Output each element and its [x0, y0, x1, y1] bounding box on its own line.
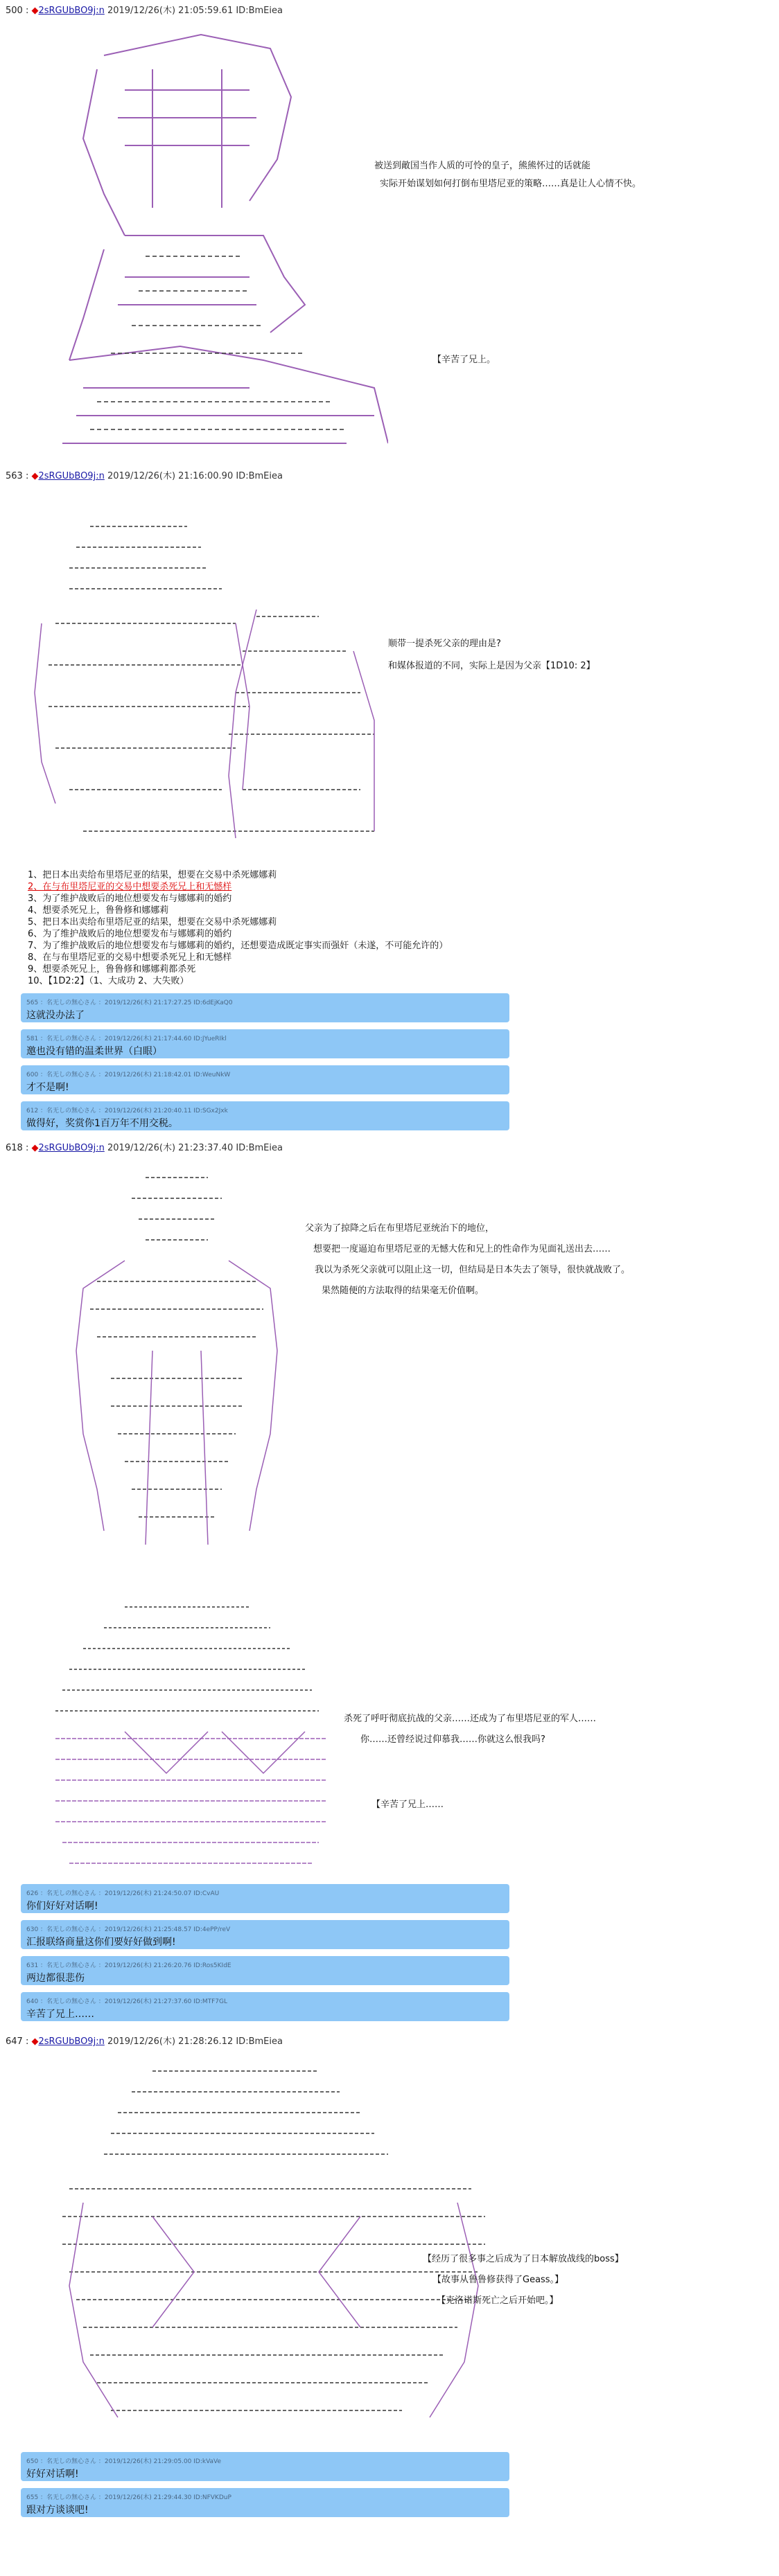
choice-item: 1、把日本出卖给布里塔尼亚的结果，想要在交易中杀死娜娜莉 [28, 870, 277, 880]
choice-item: 9、想要杀死兄上，鲁鲁修和娜娜莉都杀死 [28, 964, 196, 975]
post-header-618: 618 : ◆2sRGUbBO9j:n 2019/12/26(木) 21:23:37.40 ID:BmEiea [6, 1143, 283, 1153]
ascii-art-svg [42, 28, 388, 457]
ascii-art-standing-figure [69, 1171, 291, 1558]
choice-item: 3、为了维护战败后的地位想要发布与娜娜莉的婚约 [28, 894, 232, 904]
reply-box: 581 ：名无しの無心さん ：2019/12/26(木) 21:17:44.60 ID:JYueRIkl 邀也没有错的温柔世界（白眼） [21, 1029, 509, 1058]
choice-item: 4、想要杀死兄上，鲁鲁修和娜娜莉 [28, 905, 169, 916]
reply-box: 612 ：名无しの無心さん ：2019/12/26(木) 21:20:40.11 ID:SGx2Jxk 做得好，奖赏你1百万年不用交税。 [21, 1101, 509, 1130]
choice-item-selected: 2、在与布里塔尼亚的交易中想要杀死兄上和无憾样 [28, 882, 232, 892]
ascii-art-two-figures [28, 513, 388, 859]
post-header-647: 647 : ◆2sRGUbBO9j:n 2019/12/26(木) 21:28:26.12 ID:BmEiea [6, 2036, 283, 2047]
poster-name[interactable]: 2sRGUbBO9j:n [38, 2036, 105, 2047]
trip-diamond-icon: ◆ [31, 6, 39, 16]
post-header-563: 563 : ◆2sRGUbBO9j:n 2019/12/26(木) 21:16:00.90 ID:BmEiea [6, 471, 283, 481]
poster-name[interactable]: 2sRGUbBO9j:n [38, 1143, 105, 1153]
ascii-art-svg [69, 1171, 291, 1558]
poster-name[interactable]: 2sRGUbBO9j:n [38, 6, 105, 16]
poster-name[interactable]: 2sRGUbBO9j:n [38, 471, 105, 481]
reply-box: 640 ：名无しの無心さん ：2019/12/26(木) 21:27:37.60 ID:MTF7GL 辛苦了兄上…… [21, 1992, 509, 2021]
choice-item: 5、把日本出卖给布里塔尼亚的结果，想要在交易中杀死娜娜莉 [28, 917, 277, 927]
choice-item: 6、为了维护战败后的地位想要发布与娜娜莉的婚约 [28, 929, 232, 939]
choice-item: 8、在与布里塔尼亚的交易中想要杀死兄上和无憾样 [28, 952, 232, 963]
reply-box: 631 ：名无しの無心さん ：2019/12/26(木) 21:26:20.76 ID:Ros5KIdE 两边都很悲伤 [21, 1956, 509, 1985]
reply-box: 626 ：名无しの無心さん ：2019/12/26(木) 21:24:50.07 ID:CvAU 你们好好对话啊! [21, 1884, 509, 1913]
trip-diamond-icon: ◆ [31, 471, 39, 481]
ascii-art-two-figures-crowd [42, 1600, 333, 1870]
ascii-art-svg [28, 513, 388, 859]
ascii-art-figure [42, 28, 388, 457]
reply-box: 600 ：名无しの無心さん ：2019/12/26(木) 21:18:42.01 ID:WeuNkW 才不是啊! [21, 1065, 509, 1094]
choice-item: 10、【1D2:2】（1、大成功 2、大失败） [28, 976, 189, 986]
post-header-500: 500 : ◆2sRGUbBO9j:n 2019/12/26(木) 21:05:59.61 ID:BmEiea [6, 6, 283, 16]
reply-box: 565 ：名无しの無心さん ：2019/12/26(木) 21:17:27.25 ID:6dEjKaQ0 这就没办法了 [21, 993, 509, 1022]
choice-item: 7、为了维护战败后的地位想要发布与娜娜莉的婚约，还想要造成既定事实而强奸（未遂，不可能允许的） [28, 941, 448, 951]
ascii-art-svg [42, 1600, 333, 1870]
reply-box: 630 ：名无しの無心さん ：2019/12/26(木) 21:25:48.57 ID:4ePP/reV 汇报联络商量这你们要好好做到啊! [21, 1920, 509, 1949]
reply-box: 655 ：名无しの無心さん ：2019/12/26(木) 21:29:44.30 ID:NFVKDuP 跟对方谈谈吧! [21, 2488, 509, 2517]
reply-box: 650 ：名无しの無心さん ：2019/12/26(木) 21:29:05.00 ID:kVaVe 好好对话啊! [21, 2452, 509, 2481]
trip-diamond-icon: ◆ [31, 1143, 39, 1153]
trip-diamond-icon: ◆ [31, 2036, 39, 2047]
